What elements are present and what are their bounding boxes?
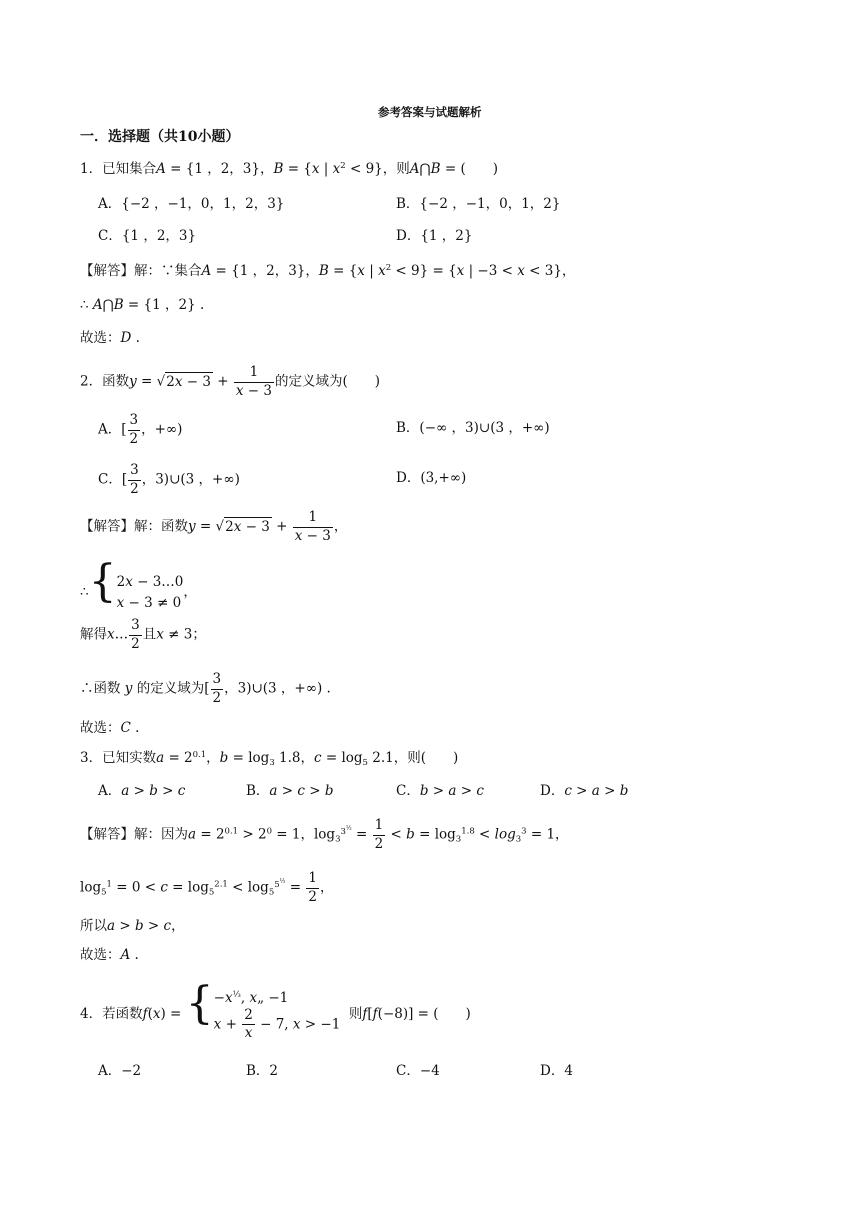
question-2-option-c: C．[ $\frac{3}{2}$ ，3)∪(3 ，+∞) (98, 462, 240, 497)
question-3-option-a: A．a > b > c (98, 783, 186, 799)
question-1-option-c: C．{1 ，2，3} (98, 228, 197, 244)
question-3-solution-line-2: $\log_5^1 = 0 < c = \log_5^{2.1} < \log_5^{5^{\frac{1}{2}}}$ = $\frac{1}{2}$ ， (80, 870, 334, 905)
question-4-option-a: A．−2 (98, 1063, 142, 1079)
question-4-option-c: C．−4 (396, 1063, 440, 1079)
question-4-stem: 4．若函数f(x) = { $-x^{\frac{1}{3}}$, x„ −1 x + $\frac{2}{x}$ − 7, x > −1 则f[f(−8)] = ( ) (80, 978, 471, 1042)
question-2-option-d: D．(3,+∞) (396, 470, 467, 486)
question-2-option-a: A．[ $\frac{3}{2}$ ，+∞) (98, 412, 183, 447)
question-3-solution-line-1: 【解答】解：因为$a = 2^{0.1} > 2^0 = 1$，$\log_3^{3^{\frac{1}{2}}}$ = $\frac{1}{2}$ < $b = \log_3^{1.8} < \log_3^3 = 1$， (80, 817, 569, 852)
question-2-stem: 2．函数y = √2x − 3 + $\frac{1}{x - 3}$ 的定义域为( ) (80, 364, 380, 399)
question-1-option-a: A．{−2 ，−1，0，1，2，3} (98, 196, 285, 212)
question-2-solution-line-3: 解得x… $\frac{3}{2}$ 且x ≠ 3； (80, 617, 206, 652)
question-3-option-b: B．a > c > b (246, 783, 334, 799)
question-3-solution-line-3: 所以a > b > c， (80, 918, 185, 934)
question-2-choice: 故选：C . (80, 720, 140, 736)
section-heading: 一．选择题（共10小题） (80, 129, 240, 145)
question-1-option-b: B．{−2 ，−1，0，1，2} (396, 196, 561, 212)
question-1-solution-line-1: 【解答】解：∵集合A = {1 ，2，3}，B = {x | $x^2 < 9\} = \{x$ | −3 < x < 3}， (80, 263, 576, 279)
question-1-option-d: D．{1 ，2} (396, 228, 473, 244)
question-1-solution-line-2: ∴ A⋂B = {1 ，2} . (80, 297, 205, 313)
question-1-stem: 1．已知集合A = {1 ，2，3}，B = {x | $x^2 < 9$}，则A⋂B = ( ) (80, 161, 498, 177)
question-2-option-b: B．(−∞ ，3)∪(3 ，+∞) (396, 420, 550, 436)
question-4-option-b: B．2 (246, 1063, 279, 1079)
question-2-solution-system: ∴{ 2x − 3…0 x − 3 ≠ 0 ， (80, 556, 197, 611)
page-title: 参考答案与试题解析 (378, 105, 482, 119)
question-1-choice: 故选：D . (80, 330, 140, 346)
question-3-option-d: D．c > a > b (540, 783, 629, 799)
question-2-solution-line-1: 【解答】解：函数y = √2x − 3 + $\frac{1}{x - 3}$ ， (80, 509, 348, 544)
question-3-stem: 3．已知实数$a = 2^{0.1}$，$b = \log_3 1.8$，$c = \log_5 2.1$，则( ) (80, 750, 459, 768)
question-2-solution-line-4: ∴函数 y 的定义域为[ $\frac{3}{2}$ ，3)∪(3 ，+∞) . (80, 671, 331, 706)
question-4-option-d: D．4 (540, 1063, 573, 1079)
question-3-option-c: C．b > a > c (396, 783, 484, 799)
question-3-choice: 故选：A . (80, 947, 139, 963)
